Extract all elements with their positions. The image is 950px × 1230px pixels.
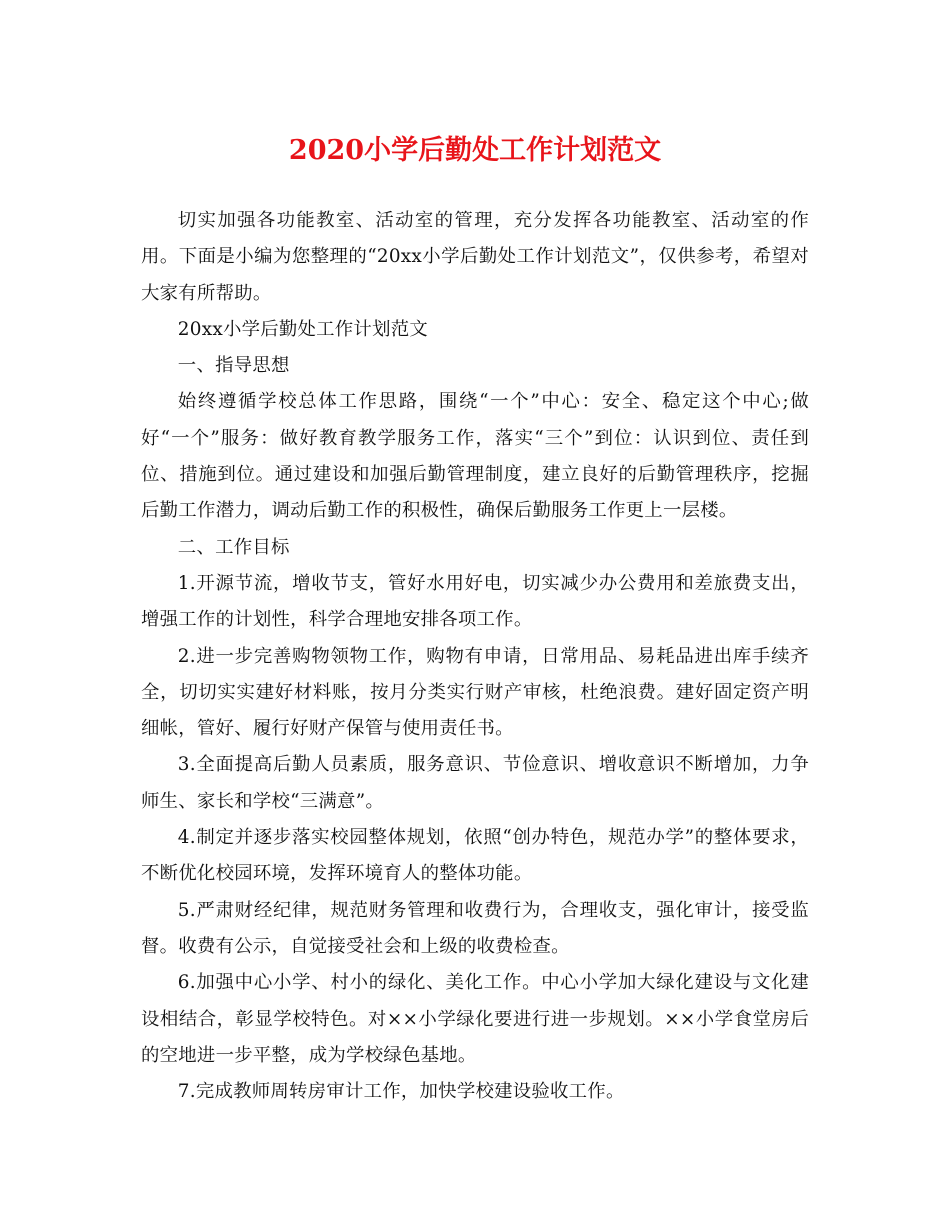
document-title: 2020小学后勤处工作计划范文 <box>288 135 662 166</box>
goal-item-3: 3.全面提高后勤人员素质，服务意识、节俭意识、增收意识不断增加，力争师生、家长和学校“三满意”。 <box>141 754 809 812</box>
section-heading-guiding-thought: 一、指导思想 <box>177 355 290 377</box>
document-body <box>141 203 809 1110</box>
goal-item-7: 7.完成教师周转房审计工作，加快学校建设验收工作。 <box>177 1081 625 1103</box>
goal-item-6: 6.加强中心小学、村小的绿化、美化工作。中心小学加大绿化建设与文化建设相结合，彰显学校特色。对××小学绿化要进行进一步规划。××小学食堂房后的空地进一步平整，成为学校绿色基地。 <box>141 972 809 1066</box>
goal-item-4: 4.制定并逐步落实校园整体规划，依照“创办特色，规范办学”的整体要求，不断优化校园环境，发挥环境育人的整体功能。 <box>141 827 809 885</box>
intro-paragraph: 切实加强各功能教室、活动室的管理，充分发挥各功能教室、活动室的作用。下面是小编为您整理的“20xx小学后勤处工作计划范文”，仅供参考，希望对大家有所帮助。 <box>141 210 809 304</box>
section-heading-work-goals: 二、工作目标 <box>177 536 290 558</box>
paragraph-guiding-thought: 始终遵循学校总体工作思路，围绕“一个”中心：安全、稳定这个中心;做好“一个”服务：做好教育教学服务工作，落实“三个”到位：认识到位、责任到位、措施到位。通过建设和加强后勤管理制度，建立良好的后勤管理秩序，挖掘后勤工作潜力，调动后勤工作的积极性，确保后勤服务工作更上一层楼。 <box>141 391 809 522</box>
goal-item-1: 1.开源节流，增收节支，管好水用好电，切实减少办公费用和差旅费支出，增强工作的计划性，科学合理地安排各项工作。 <box>141 572 809 631</box>
goal-item-2: 2.进一步完善购物领物工作，购物有申请，日常用品、易耗品进出库手续齐全，切切实实建好材料账，按月分类实行财产审核，杜绝浪费。建好固定资产明细帐，管好、履行好财产保管与使用责任书。 <box>141 645 809 740</box>
section-heading-plan: 20xx小学后勤处工作计划范文 <box>177 318 428 340</box>
goal-item-5: 5.严肃财经纪律，规范财务管理和收费行为，合理收支，强化审计，接受监督。收费有公示，自觉接受社会和上级的收费检查。 <box>141 899 809 957</box>
